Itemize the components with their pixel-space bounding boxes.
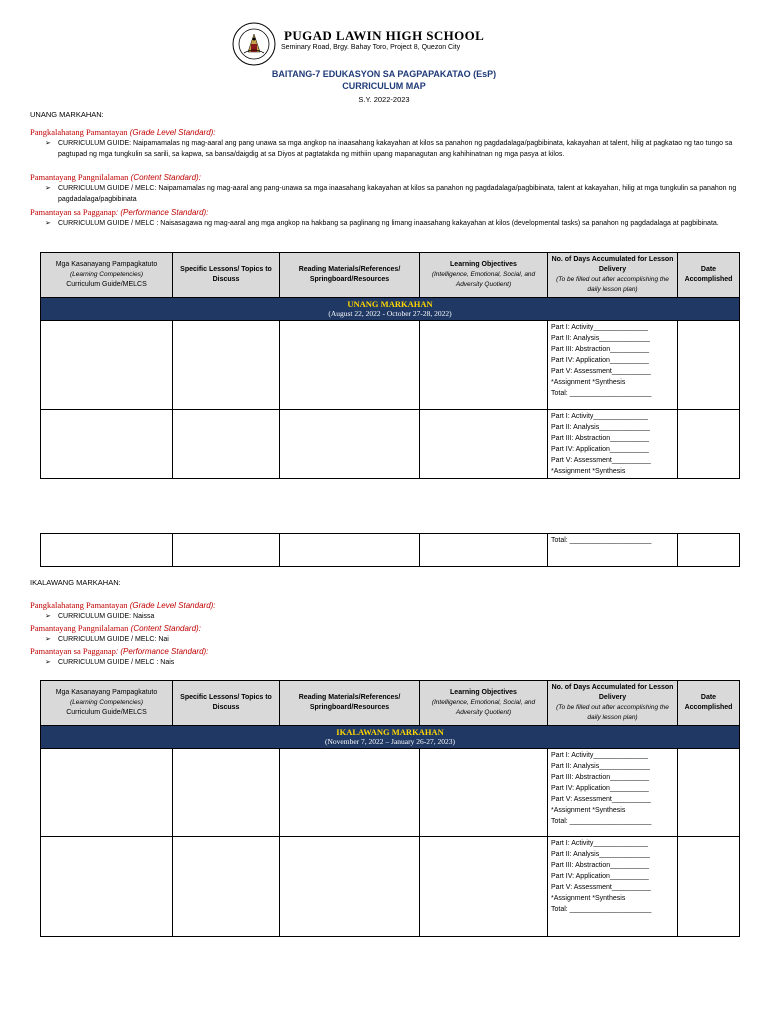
ps-title: Pamantayan sa Pagganap bbox=[30, 207, 116, 217]
assignment-synthesis: *Assignment *Synthesis bbox=[551, 468, 626, 475]
quarter-dates: (November 7, 2022 – January 26-27, 2023) bbox=[325, 737, 455, 746]
competency-cell[interactable] bbox=[41, 410, 173, 479]
col-header-competencies bbox=[41, 253, 173, 298]
quarter-banner-row bbox=[41, 726, 740, 749]
arrow-bullet-icon: ➢ bbox=[45, 140, 51, 147]
school-name: PUGAD LAWIN HIGH SCHOOL bbox=[284, 28, 485, 43]
col5-line2: (To be filled out after accomplishing the daily lesson plan) bbox=[556, 276, 669, 293]
quarter-banner-row bbox=[41, 298, 740, 321]
table-row bbox=[41, 410, 740, 479]
q1-ps-item bbox=[45, 219, 745, 230]
q2-cs-item bbox=[45, 635, 745, 646]
date-cell[interactable] bbox=[678, 321, 740, 410]
lesson-cell[interactable] bbox=[173, 749, 280, 837]
q2-cs-text: CURRICULUM GUIDE / MELC: Nai bbox=[58, 636, 169, 643]
gls-subtitle: (Grade Level Standard): bbox=[127, 128, 216, 137]
lesson-cell[interactable] bbox=[173, 534, 280, 567]
objectives-cell[interactable] bbox=[420, 534, 548, 567]
q1-gls-item bbox=[45, 139, 745, 160]
part-1-activity: Part I: Activity______________ bbox=[551, 840, 648, 847]
q1-cs-item bbox=[45, 184, 745, 205]
table-row bbox=[41, 321, 740, 410]
part-1-activity: Part I: Activity______________ bbox=[551, 324, 648, 331]
part-4-application: Part IV: Application__________ bbox=[551, 785, 649, 792]
competency-cell[interactable] bbox=[41, 321, 173, 410]
arrow-bullet-icon: ➢ bbox=[45, 613, 51, 620]
objectives-cell[interactable] bbox=[420, 410, 548, 479]
date-cell[interactable] bbox=[678, 410, 740, 479]
q2-ps-text: CURRICULUM GUIDE / MELC : Nais bbox=[58, 659, 175, 666]
gls-title: Pangkalahatang Pamantayan bbox=[30, 600, 128, 610]
col5-line1: No. of Days Accumulated for Lesson Delivery bbox=[551, 684, 674, 701]
date-cell[interactable] bbox=[678, 534, 740, 567]
document-header bbox=[0, 22, 768, 72]
table-header-row bbox=[41, 253, 740, 298]
assignment-synthesis: *Assignment *Synthesis bbox=[551, 895, 626, 902]
lesson-cell[interactable] bbox=[173, 410, 280, 479]
document-title-subject: BAITANG-7 EDUKASYON SA PAGPAPAKATAO (EsP) bbox=[271, 69, 497, 79]
quarter-title: IKALAWANG MARKAHAN bbox=[336, 727, 444, 737]
col-header-materials: Reading Materials/References/ Springboard/Resources bbox=[280, 253, 420, 298]
school-address: Seminary Road, Brgy. Bahay Toro, Project 8, Quezon City bbox=[281, 44, 461, 51]
q1-gls-heading bbox=[30, 127, 216, 137]
q2-gls-item bbox=[45, 612, 745, 623]
competency-cell[interactable] bbox=[41, 534, 173, 567]
q2-label: IKALAWANG MARKAHAN: bbox=[30, 578, 121, 587]
q2-gls-text: CURRICULUM GUIDE: Naissa bbox=[58, 613, 155, 620]
col5-line1: No. of Days Accumulated for Lesson Delivery bbox=[551, 256, 674, 273]
col-header-objectives bbox=[420, 253, 548, 298]
gls-title: Pangkalahatang Pamantayan bbox=[30, 127, 128, 137]
cs-title: Pamantayang Pangnilalaman bbox=[30, 623, 129, 633]
part-5-assessment: Part V: Assessment__________ bbox=[551, 884, 651, 891]
materials-cell[interactable] bbox=[280, 837, 420, 937]
arrow-bullet-icon: ➢ bbox=[45, 220, 51, 227]
col4-line2: (Intelligence, Emotional, Social, and Adversity Quotient) bbox=[431, 699, 536, 716]
table-row bbox=[41, 837, 740, 937]
col-header-objectives bbox=[420, 681, 548, 726]
objectives-cell[interactable] bbox=[420, 321, 548, 410]
days-total-cell[interactable] bbox=[548, 534, 678, 567]
total-row bbox=[41, 534, 740, 567]
col1-line2: (Learning Competencies) bbox=[70, 271, 143, 278]
ps-subtitle: : (Performance Standard): bbox=[115, 647, 209, 656]
part-5-assessment: Part V: Assessment__________ bbox=[551, 796, 651, 803]
part-1-activity: Part I: Activity______________ bbox=[551, 413, 648, 420]
materials-cell[interactable] bbox=[280, 534, 420, 567]
part-5-assessment: Part V: Assessment__________ bbox=[551, 457, 651, 464]
q1-cs-text: CURRICULUM GUIDE / MELC: Naipamamalas ng mag-aaral ang pang-unawa sa mga inaasahang kakayahan at kilos sa panahon ng pagdadalaga/pagbibinata, talent at kakayahan, hilig at mga tungkulin sa panahon ng pagdadalaga/pagbibinata bbox=[58, 185, 737, 203]
part-5-assessment: Part V: Assessment__________ bbox=[551, 368, 651, 375]
col1-line1: Mga Kasanayang Pampagkatuto bbox=[55, 689, 158, 696]
col-header-date: Date Accomplished bbox=[678, 681, 740, 726]
part-3-abstraction: Part III: Abstraction__________ bbox=[551, 435, 650, 442]
q1-gls-text: CURRICULUM GUIDE: Naipamamalas ng mag-aaral ang pang unawa sa mga angkop na inaasahang kakayahan at kilos sa panahon ng pagdadalaga/pagbibinata, kakayahan at talent, hilig at pagkatao ng tao tungo sa pagtupad ng mga tungkulin sa sarili, sa kapwa, sa bansa/daigdig at sa Diyos at pagtatakda ng mithiin upang mapanagutan ang kahihinatnan ng mga pasya at kilos. bbox=[58, 140, 733, 158]
school-year: S.Y. 2022-2023 bbox=[358, 95, 410, 104]
col1-line3: Curriculum Guide/MELCS bbox=[66, 709, 147, 716]
gls-subtitle: (Grade Level Standard): bbox=[127, 601, 216, 610]
table-row bbox=[41, 749, 740, 837]
days-cell[interactable] bbox=[548, 837, 678, 937]
cs-title: Pamantayang Pangnilalaman bbox=[30, 172, 129, 182]
part-2-analysis: Part II: Analysis_____________ bbox=[551, 424, 650, 431]
q2-cs-heading bbox=[30, 623, 201, 633]
part-4-application: Part IV: Application__________ bbox=[551, 873, 649, 880]
col-header-days bbox=[548, 681, 678, 726]
col4-line2: (Intelligence, Emotional, Social, and Adversity Quotient) bbox=[431, 271, 536, 288]
days-cell[interactable] bbox=[548, 749, 678, 837]
document-title: CURRICULUM MAP bbox=[342, 81, 426, 91]
date-cell[interactable] bbox=[678, 837, 740, 937]
col-header-lessons: Specific Lessons/ Topics to Discuss bbox=[173, 253, 280, 298]
lesson-cell[interactable] bbox=[173, 321, 280, 410]
part-3-abstraction: Part III: Abstraction__________ bbox=[551, 862, 650, 869]
materials-cell[interactable] bbox=[280, 749, 420, 837]
assignment-synthesis: *Assignment *Synthesis bbox=[551, 379, 626, 386]
col1-line3: Curriculum Guide/MELCS bbox=[66, 281, 147, 288]
arrow-bullet-icon: ➢ bbox=[45, 659, 51, 666]
quarter-banner bbox=[41, 726, 740, 749]
col-header-lessons: Specific Lessons/ Topics to Discuss bbox=[173, 681, 280, 726]
col-header-competencies bbox=[41, 681, 173, 726]
quarter-title: UNANG MARKAHAN bbox=[347, 299, 433, 309]
competency-cell[interactable] bbox=[41, 749, 173, 837]
date-cell[interactable] bbox=[678, 749, 740, 837]
lesson-cell[interactable] bbox=[173, 837, 280, 937]
total-line: Total: _____________________ bbox=[551, 818, 652, 825]
ps-subtitle: : (Performance Standard): bbox=[115, 208, 209, 217]
total-line: Total: _____________________ bbox=[551, 537, 652, 544]
assignment-synthesis: *Assignment *Synthesis bbox=[551, 807, 626, 814]
q1-label: UNANG MARKAHAN: bbox=[30, 110, 104, 119]
part-2-analysis: Part II: Analysis_____________ bbox=[551, 335, 650, 342]
col1-line2: (Learning Competencies) bbox=[70, 699, 143, 706]
col4-line1: Learning Objectives bbox=[450, 261, 517, 268]
table-header-row bbox=[41, 681, 740, 726]
col-header-date: Date Accomplished bbox=[678, 253, 740, 298]
quarter-dates: (August 22, 2022 - October 27-28, 2022) bbox=[328, 309, 452, 318]
part-2-analysis: Part II: Analysis_____________ bbox=[551, 851, 650, 858]
q1-curriculum-table bbox=[40, 252, 740, 479]
col4-line1: Learning Objectives bbox=[450, 689, 517, 696]
part-1-activity: Part I: Activity______________ bbox=[551, 752, 648, 759]
part-3-abstraction: Part III: Abstraction__________ bbox=[551, 346, 650, 353]
col1-line1: Mga Kasanayang Pampagkatuto bbox=[55, 261, 158, 268]
q1-ps-text: CURRICULUM GUIDE / MELC : Naisasagawa ng mag-aaral ang mga angkop na hakbang sa paglinang ng limang inaasahang kakayahan at kilos (developmental tasks) sa panahon ng pagdadalaga at pagbibinata. bbox=[58, 220, 719, 227]
school-seal-logo bbox=[232, 22, 276, 66]
cs-subtitle: (Content Standard): bbox=[128, 624, 201, 633]
q2-ps-heading bbox=[30, 646, 208, 656]
total-line: Total: _____________________ bbox=[551, 906, 652, 913]
days-cell[interactable] bbox=[548, 410, 678, 479]
competency-cell[interactable] bbox=[41, 837, 173, 937]
ps-title: Pamantayan sa Pagganap bbox=[30, 646, 116, 656]
objectives-cell[interactable] bbox=[420, 749, 548, 837]
cs-subtitle: (Content Standard): bbox=[128, 173, 201, 182]
col5-line2: (To be filled out after accomplishing the daily lesson plan) bbox=[556, 704, 669, 721]
col-header-materials: Reading Materials/References/ Springboard/Resources bbox=[280, 681, 420, 726]
q2-ps-item bbox=[45, 658, 745, 669]
objectives-cell[interactable] bbox=[420, 837, 548, 937]
part-4-application: Part IV: Application__________ bbox=[551, 357, 649, 364]
materials-cell[interactable] bbox=[280, 321, 420, 410]
quarter-banner bbox=[41, 298, 740, 321]
days-cell[interactable] bbox=[548, 321, 678, 410]
q2-curriculum-table bbox=[40, 680, 740, 937]
q1-cs-heading bbox=[30, 172, 201, 182]
part-3-abstraction: Part III: Abstraction__________ bbox=[551, 774, 650, 781]
q1-total-table bbox=[40, 533, 740, 567]
q1-ps-heading bbox=[30, 207, 208, 217]
materials-cell[interactable] bbox=[280, 410, 420, 479]
total-line: Total: _____________________ bbox=[551, 390, 652, 397]
arrow-bullet-icon: ➢ bbox=[45, 636, 51, 643]
part-2-analysis: Part II: Analysis_____________ bbox=[551, 763, 650, 770]
arrow-bullet-icon: ➢ bbox=[45, 185, 51, 192]
part-4-application: Part IV: Application__________ bbox=[551, 446, 649, 453]
q2-gls-heading bbox=[30, 600, 216, 610]
col-header-days bbox=[548, 253, 678, 298]
